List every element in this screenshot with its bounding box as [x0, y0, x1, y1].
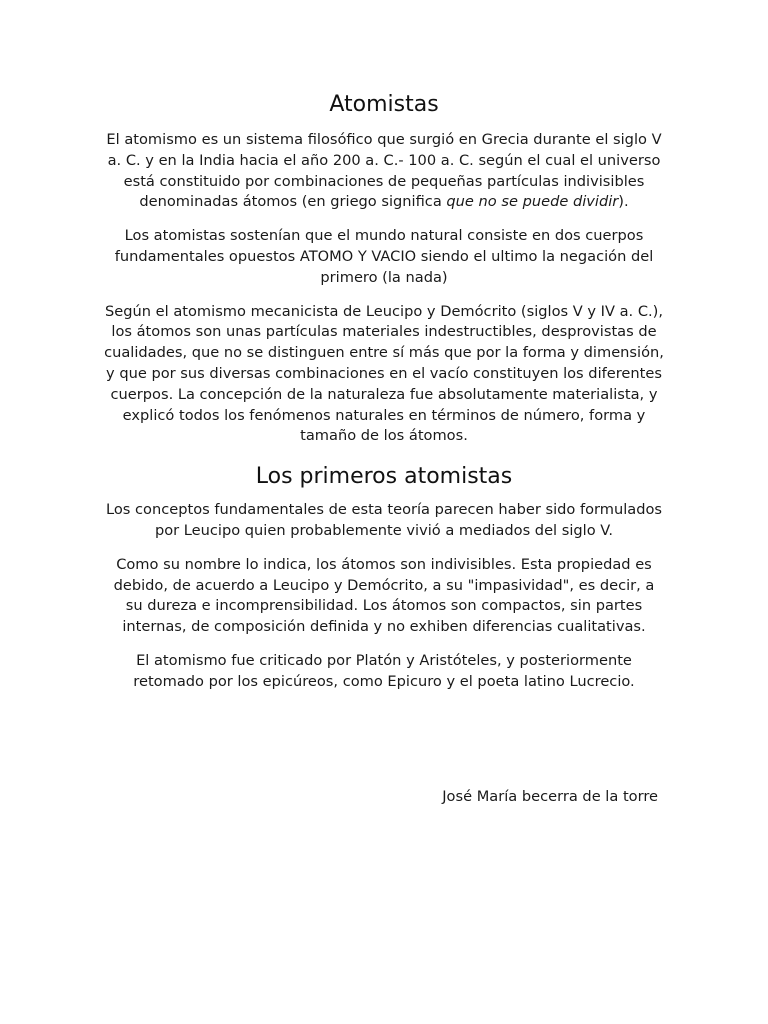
paragraph-definition-end: ).: [618, 193, 629, 211]
document-title: Atomistas: [329, 92, 439, 117]
paragraph-leucipo: Los conceptos fundamentales de esta teoría parecen haber sido formulados por Leucipo quien probablemente vivió a mediados del siglo V.: [105, 501, 663, 539]
paragraph-mechanicist: Según el atomismo mecanicista de Leucipo y Demócrito (siglos V y IV a. C.), los átomos son unas partículas materiales indestructibles, desprovistas de cualidades, que no se distinguen entre sí más que por la forma y dimensión, y que por sus diversas combinaciones en el vacío constituyen los diferentes cuerpos. La concepción de la naturaleza fue absolutamente materialista, y explicó todos los fenómenos naturales en términos de número, forma y tamaño de los átomos.: [104, 302, 664, 445]
paragraph-definition: [104, 130, 664, 213]
paragraph-criticism: El atomismo fue criticado por Platón y Aristóteles, y posteriormente retomado por los epicúreos, como Epicuro y el poeta latino Lucrecio.: [133, 651, 635, 690]
paragraph-atom-void: Los atomistas sostenían que el mundo natural consiste en dos cuerpos fundamentales opuestos ATOMO Y VACIO siendo el ultimo la negación del primero (la nada): [114, 227, 654, 286]
paragraph-definition-emphasis: que no se puede dividir: [446, 193, 619, 211]
paragraph-indivisible: Como su nombre lo indica, los átomos son indivisibles. Esta propiedad es debido, de acuerdo a Leucipo y Demócrito, a su "impasividad", es decir, a su dureza e incomprensibilidad. Los átomos son compactos, sin partes internas, de composición definida y no exhiben diferencias cualitativas.: [113, 555, 655, 636]
paragraph-definition-text: El atomismo es un sistema filosófico que surgió en Grecia durante el siglo V a. C. y en la India hacia el año 200 a. C.- 100 a. C. según el cual el universo está constituido por combinaciones de pequeñas partículas indivisibles denominadas átomos (en griego significa: [106, 131, 662, 211]
section-subtitle: Los primeros atomistas: [255, 464, 513, 490]
author-signature: José María becerra de la torre: [442, 788, 658, 805]
document-body: [104, 88, 664, 706]
